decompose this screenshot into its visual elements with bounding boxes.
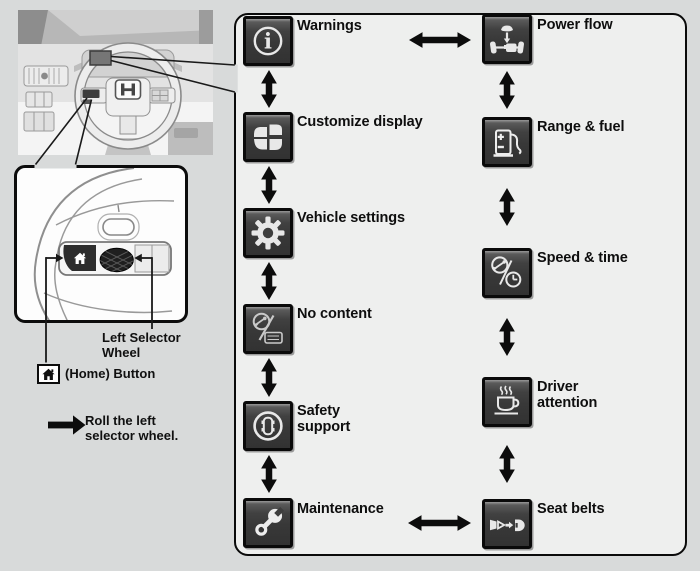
label-safety-support: Safety support — [297, 403, 351, 435]
label-no-content: No content — [297, 306, 372, 322]
label-range-fuel: Range & fuel — [537, 119, 625, 135]
home-button-label: (Home) Button — [65, 366, 156, 381]
roll-hint-label: Roll the left selector wheel. — [85, 413, 179, 443]
seat-belt-icon — [485, 502, 529, 546]
label-warnings: Warnings — [297, 18, 362, 34]
menu-tile-vehicle-settings — [243, 208, 293, 258]
speed-time-icon — [485, 251, 529, 295]
label-maintenance: Maintenance — [297, 501, 384, 517]
dashboard-photo — [18, 10, 213, 155]
selector-wheel-closeup — [14, 165, 188, 323]
menu-tile-power-flow — [482, 14, 532, 64]
no-content-icon — [246, 307, 290, 351]
coffee-cup-icon — [485, 380, 529, 424]
roll-arrow-icon — [48, 415, 86, 434]
info-icon — [246, 19, 290, 63]
menu-tile-customize-display — [243, 112, 293, 162]
left-selector-wheel-label: Left Selector Wheel — [102, 330, 181, 360]
gear-icon — [246, 211, 290, 255]
driver-display-highlight — [90, 51, 111, 65]
menu-tile-no-content — [243, 304, 293, 354]
label-customize-display: Customize display — [297, 114, 423, 130]
menu-tile-safety-support — [243, 401, 293, 451]
fuel-pump-icon — [485, 120, 529, 164]
menu-tile-driver-attention — [482, 377, 532, 427]
safety-support-icon — [246, 404, 290, 448]
home-icon — [42, 368, 55, 381]
svg-text:i: i — [264, 28, 272, 54]
steering-wheel-illustration — [18, 10, 213, 155]
menu-tile-maintenance — [243, 498, 293, 548]
menu-tile-speed-time — [482, 248, 532, 298]
label-driver-attention: Driver attention — [537, 379, 598, 411]
menu-flowchart-panel — [234, 13, 687, 556]
label-vehicle-settings: Vehicle settings — [297, 210, 405, 226]
closeup-illustration — [17, 168, 185, 320]
menu-tile-warnings — [243, 16, 293, 66]
wrench-icon — [246, 501, 290, 545]
home-button-legend-box — [37, 364, 60, 384]
display-grid-icon — [246, 115, 290, 159]
label-speed-time: Speed & time — [537, 250, 628, 266]
label-power-flow: Power flow — [537, 17, 613, 33]
label-seat-belts: Seat belts — [537, 501, 605, 517]
menu-tile-seat-belts — [482, 499, 532, 549]
power-flow-icon — [485, 17, 529, 61]
menu-tile-range-fuel — [482, 117, 532, 167]
